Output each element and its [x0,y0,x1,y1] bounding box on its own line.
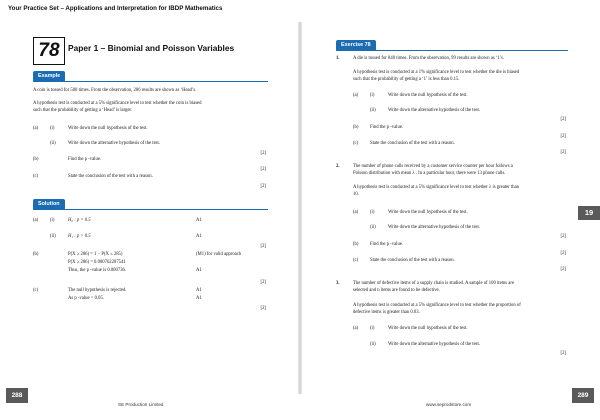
q2-c-mark: [2] [560,267,566,272]
q1-b-text: Find the p -value. [370,125,404,130]
q1-line3: such that the probability of getting a ‘1’ is less than 0.15. [353,77,460,82]
q2-b-mark: [2] [560,251,566,256]
q2-a: (a) [353,210,359,215]
q1-a-i: (i) [370,93,375,98]
sol-a-i-text: H₀ : p = 0.5 [68,218,91,223]
q1-line1: A die is tossed for 840 times. From the observation, 99 results are shown as ‘1’s. [353,56,505,61]
part-label-b: (b) [33,157,39,162]
chapter-title: Paper 1 – Binomial and Poisson Variables [68,43,235,53]
q3-a-mark: [2] [560,351,566,356]
chapter-side-tab: 19 [578,206,600,220]
q1-a-mark: [2] [560,117,566,122]
page-gutter [298,22,302,394]
sol-b-line3-mark: A1 [196,268,202,273]
q3-a-i: (i) [370,326,375,331]
sol-c-line1: The null hypothesis is rejected. [68,288,127,293]
part-text-a-ii: Write down the alternative hypothesis of the test. [68,141,160,146]
q2-line4: 10. [353,192,359,197]
sol-total-b: [2] [260,280,266,285]
part-text-a-i: Write down the null hypothesis of the test. [68,126,148,131]
q3-line4: defective items is greater than 0.03. [353,310,420,315]
example-paragraph-line1: A hypothesis test is conducted at a 5% significance level to test whether the coin is biased [33,101,202,106]
part-sub-a-ii: (ii) [50,141,56,146]
sol-label-b: (b) [33,252,39,257]
q1-a-ii: (ii) [370,108,376,113]
q2-a-ii-text: Write down the alternative hypothesis of the test. [388,225,480,230]
q1-a-i-text: Write down the null hypothesis of the test. [388,93,468,98]
q3-a: (a) [353,326,359,331]
q3-a-i-text: Write down the null hypothesis of the test. [388,326,468,331]
part-mark-a: [2] [260,151,266,156]
sol-sub-a-ii: (ii) [50,234,56,239]
sol-c-line1-mark: A1 [196,288,202,293]
chapter-number-badge: 78 [33,37,65,65]
q1-c: (c) [353,141,359,146]
part-label-c: (c) [33,174,39,179]
example-paragraph-line2: such that the probability of getting a ‘Head’ is larger. [33,108,133,113]
q2-number: 2. [336,164,340,169]
sol-a-ii-text: H₁ : p > 0.5 [68,234,91,239]
right-page-number: 289 [572,388,594,403]
sol-label-c: (c) [33,288,39,293]
exercise-label: Exercise 78 [336,40,376,51]
left-page-number: 288 [6,388,28,403]
example-intro: A coin is tossed for 500 times. From the observation, 286 results are shown as ‘Head’s. [33,88,197,93]
part-text-c: State the conclusion of the test with a reason. [68,174,153,179]
q3-a-ii-text: Write down the alternative hypothesis of the test. [388,342,480,347]
left-footer: SE Production Limited [118,402,164,407]
q2-a-i-text: Write down the null hypothesis of the test. [388,210,468,215]
part-text-b: Find the p -value. [68,157,102,162]
q2-a-i: (i) [370,210,375,215]
q3-line3: A hypothesis test is conducted at a 5% significance level to test whether the proportion of [353,303,521,308]
q1-c-mark: [2] [560,150,566,155]
part-sub-a-i: (i) [50,126,55,131]
sol-a-i-mark: A1 [196,218,202,223]
sol-b-line3: Thus, the p -value is 0.000736. [68,268,127,273]
q1-number: 1. [336,56,340,61]
q3-line1: The number of defective items of a supply chain is studied. A sample of 100 items are [353,281,515,286]
example-label: Example [33,71,65,82]
q1-c-text: State the conclusion of the test with a reason. [370,141,455,146]
q2-a-ii: (ii) [370,225,376,230]
q1-b: (b) [353,125,359,130]
example-divider [33,81,268,82]
q2-line2: Poisson distribution with mean λ . In a particular hour, there were 13 phone calls. [353,171,506,176]
sol-c-line2-mark: A1 [196,296,202,301]
solution-label: Solution [33,199,65,210]
sol-total-a: [2] [260,244,266,249]
q3-line2: selected and n items are found to be defective. [353,288,440,293]
q2-a-mark: [2] [560,234,566,239]
q2-line1: The number of phone calls received by a customer service counter per hour follows a [353,164,513,169]
exercise-divider [336,50,568,51]
sol-sub-a-i: (i) [50,218,55,223]
q1-a: (a) [353,93,359,98]
sol-b-line1-mark: (M1) for valid approach [196,252,242,257]
sol-total-c: [2] [260,306,266,311]
q2-b-text: Find the p -value. [370,242,404,247]
q2-b: (b) [353,242,359,247]
sol-label-a: (a) [33,218,39,223]
part-label-a: (a) [33,126,39,131]
q1-b-mark: [2] [560,134,566,139]
part-mark-b: [2] [260,167,266,172]
solution-divider [33,209,268,210]
q3-a-ii: (ii) [370,342,376,347]
right-footer: www.seprodstore.com [426,402,472,407]
q2-c-text: State the conclusion of the test with a reason. [370,258,455,263]
q3-number: 3. [336,281,340,286]
q2-line3: A hypothesis test is conducted at a 5% significance level to test whether λ is greater than [353,185,520,190]
book-title: Your Practice Set – Applications and Interpretation for IBDP Mathematics [8,5,223,12]
sol-c-line2: As p -value < 0.05. [68,296,104,301]
part-mark-c: [2] [260,184,266,189]
q2-c: (c) [353,258,359,263]
sol-a-ii-mark: A1 [196,234,202,239]
q1-a-ii-text: Write down the alternative hypothesis of the test. [388,108,480,113]
sol-b-line2: P(X ≥ 286) = 0.000762287541 [68,260,126,265]
q1-line2: A hypothesis test is conducted at a 1% significance level to test whether the die is biased [353,70,520,75]
sol-b-line1: P(X ≥ 286) = 1 − P(X ≤ 285) [68,252,123,257]
